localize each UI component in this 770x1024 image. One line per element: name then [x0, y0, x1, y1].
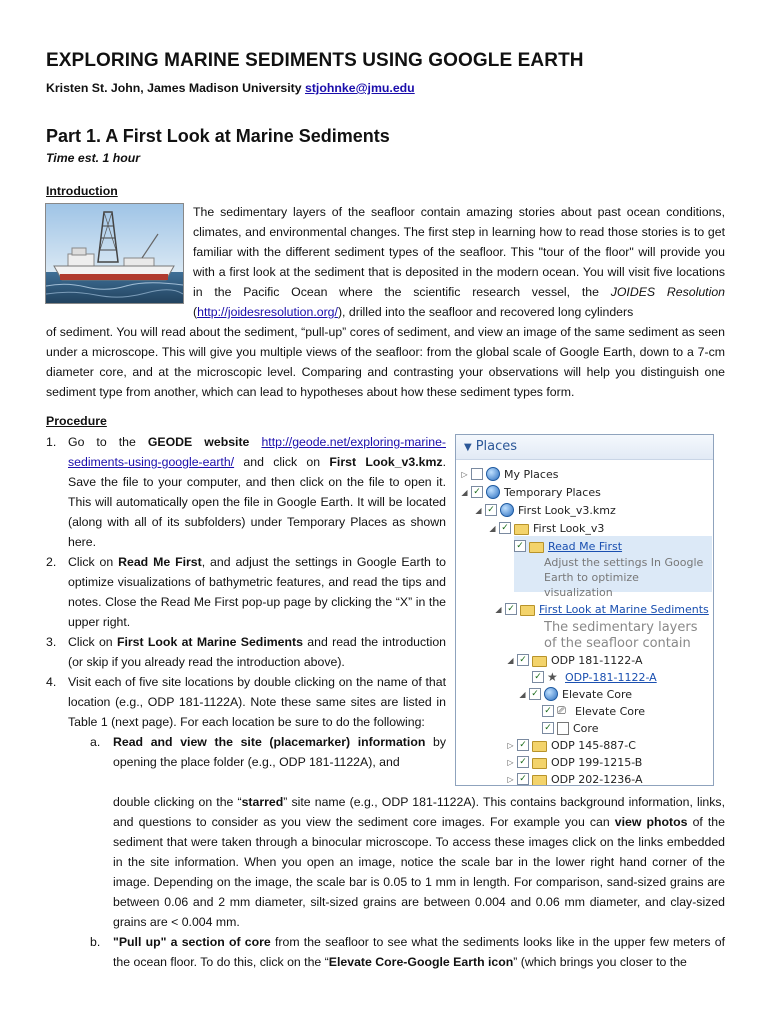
tree-label: ODP 202-1236-A: [551, 772, 643, 786]
tree-label: My Places: [504, 467, 559, 481]
tree-label: Read Me First: [548, 539, 623, 553]
tree-item-elevate-core[interactable]: [542, 703, 645, 719]
collapse-arrow-icon[interactable]: ◢: [489, 523, 496, 533]
step-4a-start: [46, 732, 446, 772]
step-number: 4.: [46, 675, 57, 689]
intro-text: The sedimentary layers of the seafloor contain amazing stories about past ocean conditions, climates, and environmental changes. The first step in learning how to read those stories is to get familiar with the different sediment types of the seafloor. This "tour of the floor" will provide you with a first look at the sediment that is deposited in the modern ocean. You will visit five locations in the Pacific Ocean where the scientific research vessel, the: [193, 205, 725, 299]
pull-up-core-label: "Pull up" a section of core: [113, 935, 271, 949]
folder-icon: [520, 605, 535, 616]
expand-arrow-icon[interactable]: ▷: [507, 774, 514, 784]
substep-bold: Read and view the site (placemarker) information: [113, 735, 426, 749]
elevate-core-icon-label: Elevate Core-Google Earth icon: [328, 955, 514, 969]
tree-item-read-me-first[interactable]: [514, 538, 622, 554]
view-photos-label: view photos: [614, 815, 688, 829]
step-number: 2.: [46, 555, 57, 569]
checkbox[interactable]: [471, 468, 483, 480]
document-title: EXPLORING MARINE SEDIMENTS USING GOOGLE EARTH: [46, 50, 584, 71]
step-text: , and adjust the settings in Google Earth to optimize visualizations of bathymetric features, and read the tips and notes. Close the Read Me First pop-up page by clicking the “X” in the upper right.: [68, 555, 446, 629]
folder-icon: [514, 524, 529, 535]
step-text: and click on: [243, 455, 321, 469]
first-look-label: First Look at Marine Sediments: [116, 635, 303, 649]
expand-arrow-icon[interactable]: ▷: [507, 740, 514, 750]
tree-item-elevate-core-folder[interactable]: [518, 686, 632, 702]
step-text: Go to the: [68, 435, 136, 449]
tree-item-core[interactable]: [542, 720, 598, 736]
intro-paragraph-full: of sediment. You will read about the sediment, “pull-up” cores of sediment, and view an image of the same sediment as seen under a microscope. This will give you multiple views of the seafloor: from the global scale of Google Earth, down to a 7-cm diameter core, and at the microscopic level. Comparing and contrasting your observations will help you distinguish one sediment type from another, which can lead to hypotheses about how these sediment types form.: [46, 325, 725, 399]
substep-letter: b.: [90, 935, 101, 949]
tree-label: Core: [573, 721, 599, 735]
folder-icon: [532, 741, 547, 752]
camera-icon: ⎚: [557, 704, 566, 717]
step-number: 3.: [46, 635, 57, 649]
tree-label: First Look at Marine Sediments: [539, 602, 709, 616]
globe-icon: [486, 485, 500, 499]
intro-text-continued: , drilled into the seafloor and recovered long cylinders: [342, 305, 634, 319]
step-text: and read the introduction (or skip if you already read the introduction above).: [68, 635, 446, 669]
intro-paragraph-top: The sedimentary layers of the seafloor contain amazing stories about past ocean conditions, climates, and environmental changes. The first step in learning how to read those stories is to get familiar with the different sediment types of the seafloor. This "tour of the floor" will provide you with a first look at the sediment that is deposited in the modern ocean. You will visit five locations in the Pacific Ocean where the scientific research vessel, the JOIDES Resolution (http://joidesresolution.org/), drilled into the seafloor and recovered long cylinders: [193, 205, 726, 319]
places-header[interactable]: [456, 435, 713, 460]
checkbox[interactable]: ✓: [517, 756, 529, 768]
globe-icon: [486, 467, 500, 481]
step-4b: [46, 932, 725, 972]
globe-icon: [544, 687, 558, 701]
expand-arrow-icon[interactable]: ▷: [461, 469, 468, 479]
tree-item-first-look-folder[interactable]: [488, 520, 604, 536]
tree-item-site-887[interactable]: [506, 737, 636, 753]
first-look-description: The sedimentary layers of the seafloor contain: [544, 620, 698, 650]
tree-item-temporary-places[interactable]: [460, 484, 601, 500]
tree-item-site-1122[interactable]: [506, 652, 642, 668]
tree-label: First Look_v3: [533, 521, 605, 535]
substep-text: of the sediment that were taken through a binocular microscope. To access these images click on the links embedded in the site information. When you open an image, notice the scale bar in the lower right hand corner of the image. Depending on the image, the scale bar is 0.05 to 1 mm in length. For comparison, sand-sized grains are between 0.06 and 2 mm diameter, silt-sized grains are between 0.004 and 0.06 mm diameter, and clay-sized grains are < 0.004 mm.: [113, 815, 725, 929]
step-number: 1.: [46, 435, 57, 449]
checkbox[interactable]: ✓: [471, 486, 483, 498]
substep-text: double clicking on the “: [113, 795, 242, 809]
checkbox[interactable]: ✓: [499, 522, 511, 534]
introduction-heading: Introduction: [46, 184, 118, 198]
collapse-arrow-icon[interactable]: ◢: [495, 604, 502, 614]
tree-item-my-places[interactable]: [460, 466, 558, 482]
collapse-arrow-icon[interactable]: ◢: [519, 689, 526, 699]
geode-label: GEODE website: [147, 435, 250, 449]
substep-text: from the seafloor to see what the sediments looks like in the upper few meters of the ocean floor. To do this, click on the “: [113, 935, 725, 969]
checkbox[interactable]: ✓: [517, 654, 529, 666]
collapse-arrow-icon[interactable]: ◢: [461, 487, 468, 497]
model-icon: [557, 722, 569, 735]
substep-text: ” (which brings you closer to the: [513, 955, 687, 969]
read-me-description: Adjust the settings In Google Earth to optimize visualization: [544, 556, 704, 599]
checkbox[interactable]: ✓: [542, 705, 554, 717]
research-vessel-photo: [45, 203, 184, 304]
collapse-arrow-icon[interactable]: ◢: [507, 655, 514, 665]
checkbox[interactable]: ✓: [505, 603, 517, 615]
step-text: Click on: [68, 555, 114, 569]
author-name: Kristen St. John, James Madison University: [46, 81, 302, 95]
tree-item-site-1236[interactable]: [506, 771, 642, 786]
time-estimate: Time est. 1 hour: [46, 151, 141, 165]
read-me-first-label: Read Me First: [118, 555, 202, 569]
tree-label: ODP 181-1122-A: [551, 653, 643, 667]
substep-text: ” site name (e.g., ODP 181-1122A). This contains background information, links, and questions to consider as you view the sediment core images. For example you can: [113, 795, 725, 829]
tree-label: First Look_v3.kmz: [518, 503, 616, 517]
tree-label: ODP-181-1122-A: [565, 670, 657, 684]
procedure-steps-upper: [46, 432, 446, 772]
tree-item-site-1122-placemark[interactable]: [532, 669, 657, 685]
checkbox[interactable]: ✓: [542, 722, 554, 734]
expand-arrow-icon[interactable]: ▷: [507, 757, 514, 767]
checkbox[interactable]: ✓: [532, 671, 544, 683]
globe-icon: [500, 503, 514, 517]
tree-label: Temporary Places: [504, 485, 601, 499]
starred-label: starred: [241, 795, 284, 809]
checkbox[interactable]: ✓: [517, 739, 529, 751]
geode-link[interactable]: http://geode.net/exploring-marine-sediments-using-google-earth/: [68, 435, 446, 469]
checkbox[interactable]: ✓: [517, 773, 529, 785]
procedure-steps-lower: [46, 792, 725, 972]
folder-icon: [532, 775, 547, 786]
step-text: . Save the file to your computer, and then click on the file to open it. This will automatically open the file in Google Earth. It will be located (along with all of its subfolders) under Temporary Places as shown here.: [68, 455, 446, 549]
step-4a-continued: [46, 792, 725, 932]
step-1: [46, 432, 446, 552]
checkbox[interactable]: ✓: [485, 504, 497, 516]
part-title: Part 1. A First Look at Marine Sediments: [46, 126, 390, 146]
collapse-arrow-icon[interactable]: ◢: [475, 505, 482, 515]
google-earth-places-panel: [455, 434, 714, 786]
tree-label: ODP 199-1215-B: [551, 755, 643, 769]
substep-letter: a.: [90, 735, 101, 749]
step-2: [46, 552, 446, 632]
tree-label: Elevate Core: [575, 704, 646, 718]
joides-resolution-name: JOIDES Resolution: [610, 285, 726, 299]
joides-link[interactable]: http://joidesresolution.org/: [197, 305, 338, 319]
substep-text: by opening the place folder (e.g., ODP 181-1122A), and: [113, 735, 446, 769]
step-4: [46, 672, 446, 732]
tree-item-first-look[interactable]: [494, 601, 709, 617]
step-text: Click on: [68, 635, 113, 649]
kmz-filename: First Look_v3.kmz: [329, 455, 443, 469]
tree-item-kmz[interactable]: [474, 502, 616, 518]
collapse-triangle-icon[interactable]: ▼: [464, 442, 472, 453]
folder-icon: [532, 656, 547, 667]
folder-icon: [532, 758, 547, 769]
tree-label: Elevate Core: [562, 687, 633, 701]
tree-item-site-1215[interactable]: [506, 754, 642, 770]
step-3: [46, 632, 446, 672]
folder-icon: [529, 542, 544, 553]
tree-label: ODP 145-887-C: [551, 738, 636, 752]
author-line: [46, 81, 415, 95]
checkbox[interactable]: ✓: [529, 688, 541, 700]
star-icon: ★: [547, 670, 558, 684]
procedure-heading: Procedure: [46, 414, 107, 428]
step-text: Visit each of five site locations by double clicking on the name of that location (e.g., ODP 181-1122A). Note these same sites are listed in Table 1 (next page). For each location be sure to do the following:: [68, 675, 446, 729]
places-header-label: Places: [475, 439, 518, 454]
author-email-link[interactable]: stjohnke@jmu.edu: [305, 81, 415, 95]
checkbox[interactable]: ✓: [514, 540, 526, 552]
